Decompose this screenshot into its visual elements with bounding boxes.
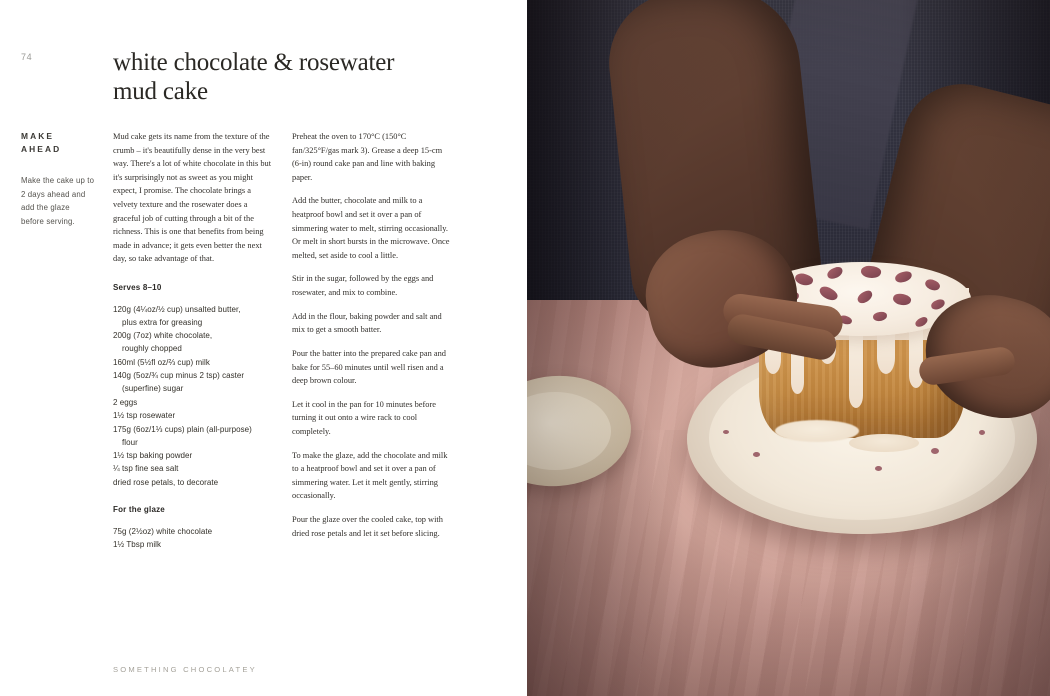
ingredient-cont: (superfine) sugar (122, 384, 184, 394)
ingredient-main: 175g (6oz/1⅓ cups) plain (all-purpose) (113, 424, 252, 434)
ingredient-cont: plus extra for greasing (122, 318, 203, 327)
ingredient-main: 75g (2½oz) white chocolate (113, 526, 213, 536)
ingredient-cont: flour (122, 437, 138, 447)
list-item (113, 397, 273, 410)
method-step: Preheat the oven to 170°C (150°C fan/325°F/gas mark 3). Grease a deep 15-cm (6-in) round cake pan and line with baking paper. (292, 132, 443, 182)
page-number: 74 (21, 52, 33, 62)
ingredient-main: 160ml (5½fl oz/⅔ cup) milk (113, 357, 210, 367)
method-step: Add in the flour, baking powder and salt and mix to get a smooth batter. (292, 311, 442, 335)
ingredient-main: 1½ tsp baking powder (113, 451, 193, 461)
list-item (113, 477, 273, 490)
method-step: Pour the glaze over the cooled cake, top with dried rose petals and let it set before slicing. (292, 515, 443, 538)
ingredient-main: ¼ tsp fine sea salt (113, 464, 179, 474)
list-item (113, 424, 273, 450)
list-item (113, 539, 273, 552)
list-item (113, 304, 273, 330)
glaze-pool (849, 434, 919, 452)
chapter-footer: SOMETHING CHOCOLATEY (113, 665, 257, 674)
list-item (113, 463, 273, 476)
method-step: Let it cool in the pan for 10 minutes before turning it out onto a wire rack to cool completely. (292, 399, 436, 436)
glaze-drip (849, 332, 863, 408)
list-item (113, 450, 273, 463)
petal-crumb (723, 430, 729, 434)
petal-crumb (931, 448, 939, 454)
ingredient-cont: roughly chopped (122, 344, 182, 354)
petal-crumb (875, 466, 882, 471)
ingredient-main: dried rose petals, to decorate (113, 477, 219, 487)
ingredient-main: 2 eggs (113, 397, 138, 407)
petal-crumb (979, 430, 985, 435)
column-intro-ingredients (113, 130, 273, 553)
intro-paragraph: Mud cake gets its name from the texture of the crumb – it's beautifully dense in the very best way. There's a lot of white chocolate in this but it's surprisingly not as sweet as you might expect, I promise. The chocolate brings a velvety texture and the rosewater does a graceful job of cutting through a bit of the richness. This is one that benefits from being made in advance; it gets even better the next day, so take advantage of that. (113, 132, 272, 264)
list-item (113, 330, 273, 356)
make-ahead-body: Make the cake up to 2 days ahead and add the glaze before serving. (21, 176, 95, 226)
glaze-pool (775, 420, 859, 442)
petal-crumb (753, 452, 760, 457)
servings-label: Serves 8–10 (113, 283, 162, 293)
ingredient-main: 140g (5oz/¾ cup minus 2 tsp) caster (113, 371, 245, 381)
ingredient-main: 120g (4¼oz/½ cup) unsalted butter, (113, 305, 241, 315)
list-item (113, 526, 273, 539)
column-method (292, 130, 452, 540)
ingredient-main: 200g (7oz) white chocolate, (113, 331, 213, 341)
ingredient-main: 1½ Tbsp milk (113, 540, 162, 550)
glaze-drip (909, 330, 923, 388)
make-ahead-heading: MAKE AHEAD (21, 131, 62, 155)
make-ahead-note (21, 130, 95, 229)
cake-photograph (527, 0, 1050, 696)
method-step: Add the butter, chocolate and milk to a heatproof bowl and set it over a pan of simmering water to melt, stirring occasionally. Or melt in short bursts in the microwave. Once melted, set aside to cool a little. (292, 196, 450, 260)
method-step: To make the glaze, add the chocolate and milk to a heatproof bowl and set it over a pan of simmering water. Let it melt gently, stirring occasionally. (292, 450, 448, 501)
ingredient-main: 1½ tsp rosewater (113, 411, 176, 421)
ingredients-list (113, 304, 273, 490)
method-step: Stir in the sugar, followed by the eggs and rosewater, and mix to combine. (292, 274, 434, 298)
glaze-drip (877, 330, 895, 374)
list-item (113, 357, 273, 370)
list-item (113, 410, 273, 423)
list-item (113, 370, 273, 396)
method-step: Pour the batter into the prepared cake pan and bake for 55–60 minutes until well risen and a deep brown colour. (292, 348, 446, 386)
recipe-photo-page (527, 0, 1050, 696)
page-title: white chocolate & rosewater mud cake (113, 49, 395, 105)
glaze-ingredients-list (113, 526, 273, 552)
glaze-heading: For the glaze (113, 504, 165, 514)
